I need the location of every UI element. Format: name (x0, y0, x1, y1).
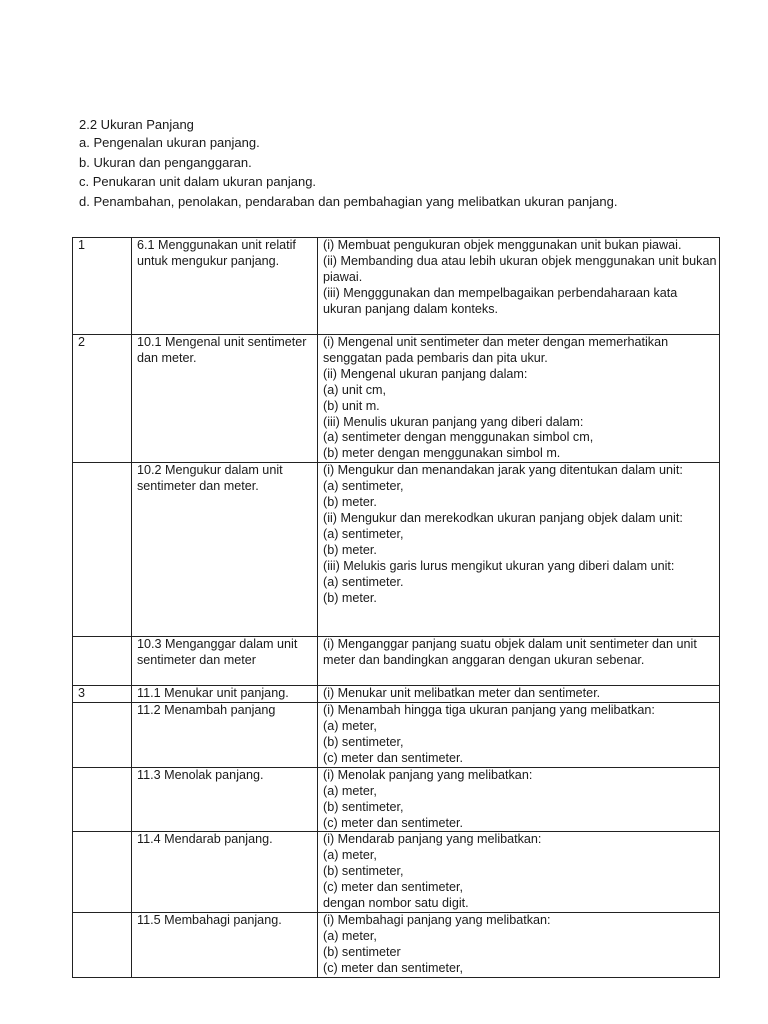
table-row (73, 686, 720, 703)
objective-line: (a) meter, (323, 848, 377, 863)
row-number (73, 703, 132, 768)
objectives-cell (318, 463, 720, 637)
objective-line: (b) meter dengan menggunakan simbol m. (323, 446, 561, 461)
objectives-cell (318, 912, 720, 977)
objective-line: (ii) Mengukur dan merekodkan ukuran panjang objek dalam unit: (323, 510, 683, 525)
topic-item-d: d. Penambahan, penolakan, pendaraban dan pembahagian yang melibatkan ukuran panjang. (79, 193, 618, 209)
objective-line: (a) sentimeter. (323, 574, 404, 589)
objectives-cell (318, 832, 720, 913)
row-number: 2 (73, 335, 132, 463)
syllabus-table (72, 237, 720, 978)
objective-line: (i) Mengenal unit sentimeter dan meter dengan memerhatikan senggatan pada pembaris dan pita ukur. (323, 335, 669, 365)
objectives-cell (318, 767, 720, 832)
objective-line: (b) sentimeter, (323, 734, 404, 749)
objective-line: (b) sentimeter, (323, 799, 404, 814)
objective-line: (iii) Melukis garis lurus mengikut ukuran yang diberi dalam unit: (323, 558, 675, 573)
objective-line: (b) sentimeter (323, 944, 401, 959)
objective-line: (i) Mendarab panjang yang melibatkan: (323, 832, 542, 847)
objective-line: (a) meter, (323, 928, 377, 943)
learning-standard: 11.5 Membahagi panjang. (132, 912, 318, 977)
topic-item-b: b. Ukuran dan penganggaran. (79, 154, 252, 170)
objective-line: (a) sentimeter, (323, 526, 404, 541)
learning-standard: 6.1 Menggunakan unit relatif untuk mengukur panjang. (132, 238, 318, 335)
table-row (73, 832, 720, 913)
table-row (73, 767, 720, 832)
objective-line: (i) Membahagi panjang yang melibatkan: (323, 912, 551, 927)
row-number (73, 912, 132, 977)
objective-line: (iii) Menulis ukuran panjang yang diberi dalam: (323, 414, 584, 429)
objective-line: (b) meter. (323, 590, 377, 605)
topic-list (79, 133, 617, 211)
row-number (73, 463, 132, 637)
topic-item-a: a. Pengenalan ukuran panjang. (79, 135, 260, 150)
learning-standard: 11.1 Menukar unit panjang. (132, 686, 318, 703)
row-number: 3 (73, 686, 132, 703)
table-row (73, 335, 720, 463)
objective-line: (i) Mengukur dan menandakan jarak yang ditentukan dalam unit: (323, 463, 683, 478)
objective-line: (c) meter dan sentimeter. (323, 815, 463, 830)
row-number (73, 832, 132, 913)
objective-line: (a) sentimeter, (323, 479, 404, 494)
section-title: 2.2 Ukuran Panjang (79, 117, 194, 132)
learning-standard: 10.2 Mengukur dalam unit sentimeter dan meter. (132, 463, 318, 637)
objective-line: (i) Menambah hingga tiga ukuran panjang yang melibatkan: (323, 703, 655, 718)
table-row (73, 637, 720, 686)
objective-line: (b) sentimeter, (323, 864, 404, 879)
objective-line: (b) meter. (323, 495, 377, 510)
learning-standard: 11.4 Mendarab panjang. (132, 832, 318, 913)
objectives-cell (318, 703, 720, 768)
learning-standard: 11.3 Menolak panjang. (132, 767, 318, 832)
objective-line: (a) meter, (323, 783, 377, 798)
objective-line: (ii) Mengenal ukuran panjang dalam: (323, 366, 528, 381)
table-row (73, 463, 720, 637)
objective-line: (i) Menolak panjang yang melibatkan: (323, 767, 533, 782)
objective-line: (c) meter dan sentimeter, (323, 880, 463, 895)
objectives-cell (318, 686, 720, 703)
row-number (73, 637, 132, 686)
row-number: 1 (73, 238, 132, 335)
learning-standard: 10.1 Mengenal unit sentimeter dan meter. (132, 335, 318, 463)
objective-line: (i) Menukar unit melibatkan meter dan sentimeter. (323, 686, 601, 701)
objective-line: dengan nombor satu digit. (323, 896, 469, 911)
objectives-cell (318, 637, 720, 686)
objective-line: (a) sentimeter dengan menggunakan simbol cm, (323, 430, 594, 445)
row-number (73, 767, 132, 832)
objectives-cell (318, 335, 720, 463)
objective-line: (b) meter. (323, 542, 377, 557)
objective-line: (c) meter dan sentimeter. (323, 750, 463, 765)
table-row (73, 703, 720, 768)
table-row (73, 912, 720, 977)
learning-standard: 10.3 Menganggar dalam unit sentimeter dan meter (132, 637, 318, 686)
objective-line: (i) Menganggar panjang suatu objek dalam unit sentimeter dan unit meter dan bandingkan anggaran dengan ukuran sebenar. (323, 637, 697, 668)
objective-line: (b) unit m. (323, 398, 380, 413)
objective-line: (ii) Membanding dua atau lebih ukuran objek menggunakan unit bukan piawai. (323, 253, 717, 284)
learning-standard: 11.2 Menambah panjang (132, 703, 318, 768)
objective-line: (c) meter dan sentimeter, (323, 960, 463, 975)
objective-line: (iii) Mengggunakan dan mempelbagaikan perbendaharaan kata ukuran panjang dalam konteks. (323, 285, 678, 316)
objectives-cell (318, 238, 720, 335)
objective-line: (a) meter, (323, 719, 377, 734)
table-row (73, 238, 720, 335)
objective-line: (a) unit cm, (323, 382, 386, 397)
topic-item-c: c. Penukaran unit dalam ukuran panjang. (79, 174, 317, 189)
objective-line: (i) Membuat pengukuran objek menggunakan unit bukan piawai. (323, 238, 682, 252)
